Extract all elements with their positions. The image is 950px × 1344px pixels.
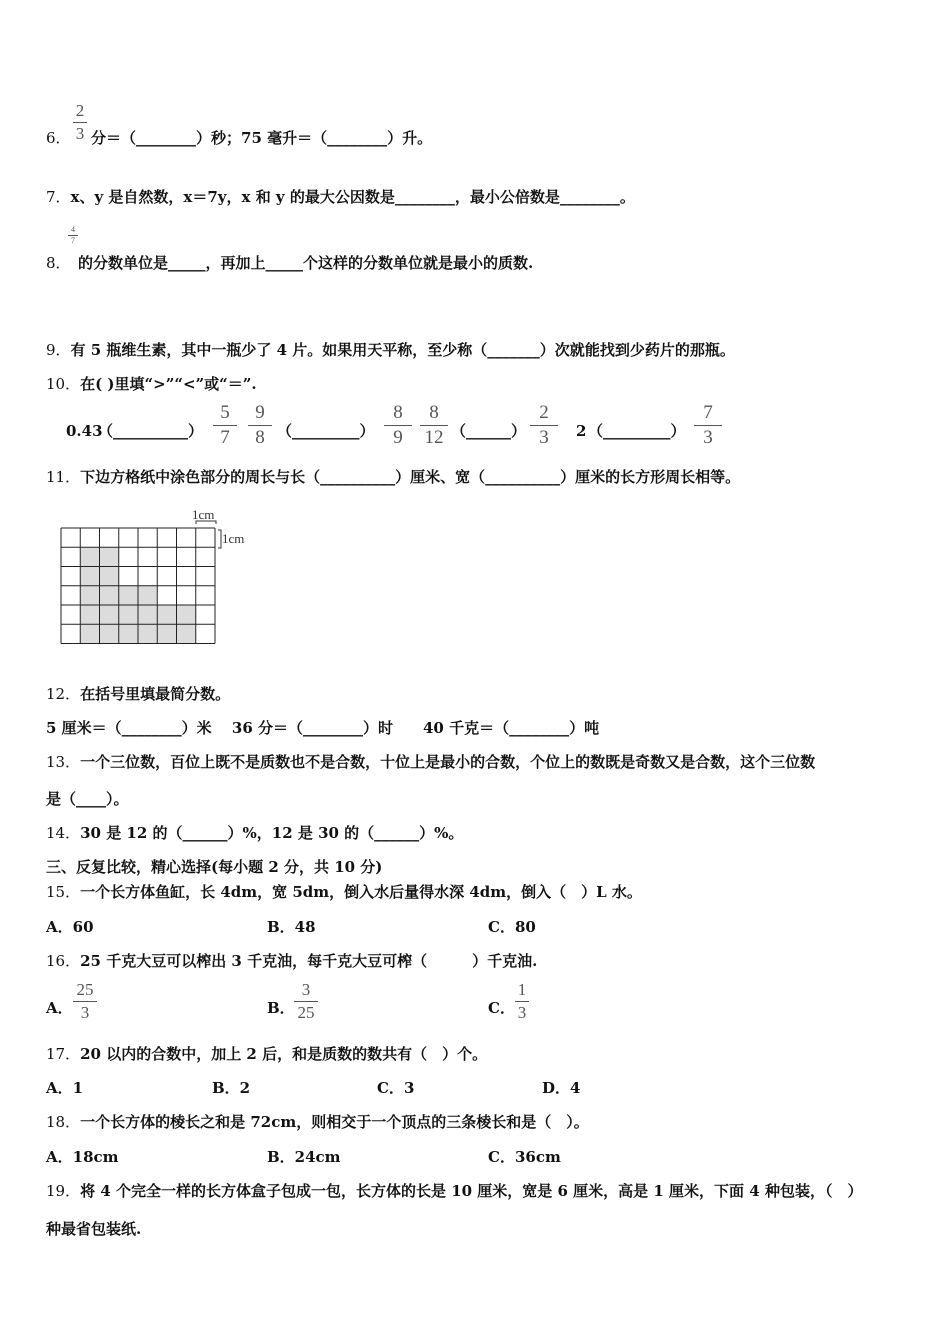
q16-b-num: 3 xyxy=(301,980,311,999)
q19-line xyxy=(46,1181,862,1201)
q16-option-c-frac[interactable] xyxy=(515,981,529,1022)
q19-text: 将 4 个完全一样的长方体盒子包成一包，长方体的长是 10 厘米，宽是 6 厘米，高是 1 厘米，下面 4 种包装，（ ） xyxy=(80,1182,863,1200)
q10-b-frac2-den: 9 xyxy=(393,427,403,448)
q11-grid-figure xyxy=(50,504,310,654)
q10-d-frac-bar xyxy=(694,425,722,426)
shaded-cell xyxy=(138,605,157,624)
shaded-cell xyxy=(100,547,119,566)
shaded-cell xyxy=(100,605,119,624)
q13-line xyxy=(46,752,815,772)
grid-label-top: 1cm xyxy=(192,507,215,522)
q8-fraction xyxy=(68,226,78,245)
shaded-cell xyxy=(80,586,99,605)
q16-b-bar xyxy=(294,1001,318,1002)
q9-text: 有 5 瓶维生素，其中一瓶少了 4 片。如果用天平称，至少称（_______）次就能找到少药片的那瓶。 xyxy=(70,341,735,359)
section3-heading: 三、反复比较，精心选择(每小题 2 分，共 10 分) xyxy=(46,858,383,876)
shaded-cell xyxy=(100,567,119,586)
q6-frac-num: 2 xyxy=(75,101,85,120)
q15-text: 一个长方体鱼缸，长 4dm，宽 5dm，倒入水后量得水深 4dm，倒入（ ）L 水。 xyxy=(80,883,642,901)
grid-top-bracket xyxy=(196,521,216,524)
q10-c-frac1 xyxy=(420,403,448,448)
q7-number: 7． xyxy=(46,188,71,206)
q10-b-frac2-bar xyxy=(384,425,412,426)
shaded-cell xyxy=(177,605,196,624)
q10-d-frac-den: 3 xyxy=(703,427,713,448)
shaded-cell xyxy=(80,547,99,566)
q13-line2: 是（____）。 xyxy=(46,790,129,808)
shaded-cell xyxy=(119,586,138,605)
q12-line xyxy=(46,684,230,704)
q15-line xyxy=(46,882,642,902)
shaded-cell xyxy=(119,624,138,643)
shaded-cell xyxy=(138,624,157,643)
q14-text: 30 是 12 的（______）%，12 是 30 的（______）%。 xyxy=(80,824,464,842)
shaded-cell xyxy=(157,624,176,643)
q16-a-num: 25 xyxy=(76,980,94,999)
shaded-cell xyxy=(80,624,99,643)
q10-c-frac1-den: 12 xyxy=(424,427,444,448)
q18-option-c[interactable]: C．36cm xyxy=(488,1148,561,1166)
q15-option-c[interactable]: C．80 xyxy=(488,918,536,936)
q16-option-a-label[interactable]: A． xyxy=(46,999,73,1017)
shaded-cell xyxy=(80,567,99,586)
q6-line xyxy=(46,128,71,148)
q8-frac-num: 4 xyxy=(71,225,75,234)
q18-option-a[interactable]: A．18cm xyxy=(46,1148,119,1166)
q16-option-b-frac[interactable] xyxy=(294,981,318,1022)
q13-number: 13． xyxy=(46,753,81,771)
q10-a-blank: （__________） xyxy=(98,422,204,440)
q16-text: 25 千克大豆可以榨出 3 千克油，每千克大豆可榨（ ）千克油. xyxy=(80,952,538,970)
q6-frac-bar xyxy=(73,122,87,123)
q19-line2: 种最省包装纸. xyxy=(46,1220,142,1238)
q6-frac-den: 3 xyxy=(75,124,85,143)
q7-line xyxy=(46,187,635,207)
q12-number: 12． xyxy=(46,685,81,703)
q10-c-frac1-bar xyxy=(420,425,448,426)
q10-a-frac xyxy=(213,403,237,448)
q17-option-d[interactable]: D．4 xyxy=(542,1079,581,1097)
q17-option-c[interactable]: C．3 xyxy=(377,1079,415,1097)
q17-text: 20 以内的合数中，加上 2 后，和是质数的数共有（ ）个。 xyxy=(80,1045,488,1063)
q12-text: 在括号里填最简分数。 xyxy=(80,685,231,703)
q10-b-frac1-num: 9 xyxy=(255,402,265,423)
q8-number: 8． xyxy=(46,254,71,272)
q10-b-frac2-num: 8 xyxy=(393,402,403,423)
q15-option-a[interactable]: A．60 xyxy=(46,918,94,936)
grid-right-bracket xyxy=(218,530,221,548)
shaded-cell xyxy=(177,624,196,643)
shaded-cell xyxy=(100,624,119,643)
q16-option-a-frac[interactable] xyxy=(73,981,97,1022)
q10-c-frac1-num: 8 xyxy=(429,402,439,423)
q11-line xyxy=(46,467,740,487)
q16-a-bar xyxy=(73,1001,97,1002)
q10-b-frac2 xyxy=(384,403,412,448)
q8-text: 的分数单位是_____，再加上_____个这样的分数单位就是最小的质数. xyxy=(78,254,534,272)
q13-text: 一个三位数，百位上既不是质数也不是合数，十位上是最小的合数，个位上的数既是奇数又是合数，这个三位数 xyxy=(80,753,816,771)
q16-c-den: 3 xyxy=(517,1003,527,1022)
q16-line xyxy=(46,951,537,971)
q11-number: 11． xyxy=(46,468,81,486)
q16-option-b-label[interactable]: B． xyxy=(267,999,295,1017)
q16-b-den: 25 xyxy=(297,1003,315,1022)
q11-text: 下边方格纸中涂色部分的周长与长（__________）厘米、宽（__________）厘米的长方形周长相等。 xyxy=(80,468,741,486)
q10-b-frac1-den: 8 xyxy=(255,427,265,448)
q16-option-c-label[interactable]: C． xyxy=(488,999,515,1017)
q9-number: 9． xyxy=(46,341,71,359)
q17-option-b[interactable]: B．2 xyxy=(212,1079,251,1097)
shaded-cell xyxy=(80,605,99,624)
shaded-cell xyxy=(157,605,176,624)
shaded-cell xyxy=(138,586,157,605)
q17-number: 17． xyxy=(46,1045,81,1063)
q14-number: 14． xyxy=(46,824,81,842)
q18-line xyxy=(46,1112,589,1132)
q10-b-frac1-bar xyxy=(248,425,272,426)
q17-line xyxy=(46,1044,487,1064)
q14-line xyxy=(46,823,463,843)
q10-a-left: 0.43 xyxy=(66,422,103,440)
shaded-cell xyxy=(119,605,138,624)
q10-c-frac2-bar xyxy=(530,425,558,426)
q8-frac-den: 7 xyxy=(71,236,75,245)
q8-line xyxy=(46,253,71,273)
q10-c-frac2-num: 2 xyxy=(539,402,549,423)
q10-b-blank: （_________） xyxy=(277,422,375,440)
q15-number: 15． xyxy=(46,883,81,901)
q10-b-frac1 xyxy=(248,403,272,448)
q17-option-a[interactable]: A．1 xyxy=(46,1079,84,1097)
q6-text: 分＝（________）秒；75 毫升＝（________）升。 xyxy=(91,129,433,147)
q10-c-frac2 xyxy=(530,403,558,448)
q18-number: 18． xyxy=(46,1113,81,1131)
grid-label-right: 1cm xyxy=(222,531,245,546)
q19-number: 19． xyxy=(46,1182,81,1200)
q10-d-frac xyxy=(694,403,722,448)
q10-a-frac-den: 7 xyxy=(220,427,230,448)
q6-fraction xyxy=(73,102,87,143)
shaded-cell xyxy=(100,586,119,605)
q18-text: 一个长方体的棱长之和是 72cm，则相交于一个顶点的三条棱长和是（ ）。 xyxy=(80,1113,589,1131)
q7-text: x、y 是自然数，x＝7y，x 和 y 的最大公因数是________，最小公倍数是________。 xyxy=(70,188,635,206)
q12-line2: 5 厘米＝（________）米 36 分＝（________）时 40 千克＝（________）吨 xyxy=(46,719,600,737)
q16-a-den: 3 xyxy=(80,1003,90,1022)
q10-line xyxy=(46,374,257,394)
q10-d-frac-num: 7 xyxy=(703,402,713,423)
q10-c-frac2-den: 3 xyxy=(539,427,549,448)
q18-option-b[interactable]: B．24cm xyxy=(267,1148,341,1166)
q16-number: 16． xyxy=(46,952,81,970)
q10-a-frac-num: 5 xyxy=(220,402,230,423)
q6-number: 6． xyxy=(46,129,71,147)
q16-c-bar xyxy=(515,1001,529,1002)
q10-d-left: 2 xyxy=(576,422,587,440)
q15-option-b[interactable]: B．48 xyxy=(267,918,316,936)
q10-number: 10． xyxy=(46,375,81,393)
q10-d-blank: （_________） xyxy=(588,422,686,440)
q16-c-num: 1 xyxy=(517,980,527,999)
q9-line xyxy=(46,340,735,360)
q10-text: 在( )里填“>”“<”或“＝”. xyxy=(80,375,257,393)
q10-a-frac-bar xyxy=(213,425,237,426)
q10-c-blank: （______） xyxy=(451,422,527,440)
